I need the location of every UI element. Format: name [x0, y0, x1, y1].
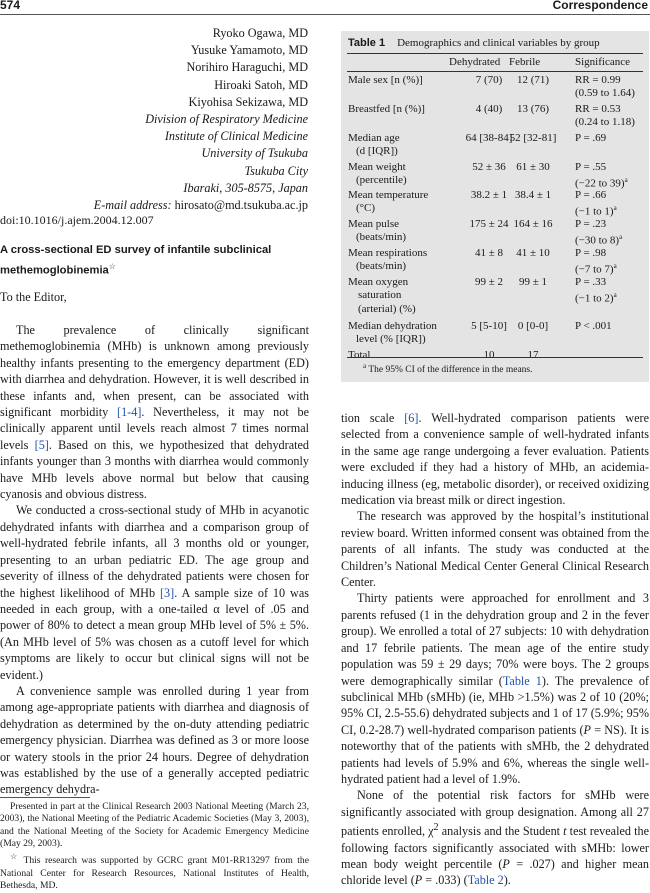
febrile-cell: 61 ± 30: [516, 161, 550, 173]
email-label: E-mail address:: [93, 198, 172, 213]
right-column: [341, 410, 649, 889]
row-label: Mean oxygen saturation (arterial) (%): [348, 276, 416, 315]
dehydrated-cell: 41 ± 8: [474, 247, 504, 259]
significance-cell: P < .001: [575, 320, 612, 332]
table-link[interactable]: Table 2: [467, 873, 504, 888]
significance-cell: P = .69: [575, 132, 607, 144]
table-rule: [347, 357, 643, 358]
table-caption: Table 1 Demographics and clinical variables by group: [348, 37, 600, 49]
significance-cell: RR = 0.53 (0.24 to 1.18): [575, 103, 635, 129]
paragraph: Thirty patients were approached for enrollment and 3 parents refused (1 in the dehydration group and 2 in the fever group). We enrolled a total of 27 subjects: 10 with dehydration and 17 febrile patients. The mean age of the entire study population was 59 ± 29 days; 70% were boys. The 2 groups were demographically similar (Table 1). The prevalence of subclinical MHb (sMHb) (ie, MHb >1.5%) was 2 of 10 (20%; 95% CI, 2.5-55.6) dehydrated subjects and 1 of 17 (5.9%; 95% CI, 0.2-28.7) well-hydrated comparison patients (P = NS). It is noteworthy that of the patients with sMHb, the 2 dehydrated patients had levels of 5.9% and 6%, whereas the single well-hydrated patient had a level of 1.9%.: [341, 591, 649, 786]
salutation: To the Editor,: [0, 290, 67, 304]
febrile-cell: 52 [32-81]: [509, 132, 557, 144]
dehydrated-cell: 175 ± 24: [469, 218, 509, 230]
febrile-cell: 13 (76): [516, 103, 550, 115]
row-label: Breastfed [n (%)]: [348, 103, 425, 115]
row-label: Mean weight (percentile): [348, 161, 407, 187]
page-number: 574: [0, 0, 21, 12]
significance-cell: P = .66 (−1 to 1)$^a$: [575, 189, 617, 218]
table-footnote-mark: a: [363, 362, 367, 370]
significance-cell: P = .55 (−22 to 39)$^a$: [575, 161, 628, 190]
article-title: [0, 243, 310, 279]
dehydrated-cell: 52 ± 36: [472, 161, 506, 173]
table-1: [341, 31, 649, 382]
column-header: Febrile: [509, 56, 541, 68]
row-label: Total: [348, 349, 371, 361]
significance-cell: P = .33 (−1 to 2)$^a$: [575, 276, 617, 305]
citation-link[interactable]: [6]: [404, 411, 419, 425]
email-address[interactable]: hirosato@md.tsukuba.ac.jp: [174, 198, 308, 213]
author-name: Hiroaki Satoh, MD: [214, 77, 308, 92]
table-label: Table 1: [348, 37, 386, 49]
footnote-divider: [0, 797, 90, 798]
citation-link[interactable]: [5]: [34, 437, 49, 452]
title-text: A cross-sectional ED survey of infantile subclinical methemoglobinemia: [0, 244, 272, 277]
row-label: Median age (d [IQR]): [348, 132, 400, 158]
affiliation-line: University of Tsukuba: [201, 146, 308, 161]
paragraph: tion scale [6]. Well-hydrated comparison patients were selected from a convenience sample of well-hydrated infants in the same age range undergoing a fever evaluation. Patients were excluded if they had a history of MHb, an acidemia-inducing illness (eg, metabolic disorder), or received oxidizing medication via breast milk or direct ingestion.: [341, 411, 649, 508]
author-name: Kiyohisa Sekizawa, MD: [188, 94, 308, 109]
doi: doi:10.1016/j.ajem.2004.12.007: [0, 213, 154, 227]
dehydrated-cell: 38.2 ± 1: [470, 189, 508, 201]
febrile-cell: 164 ± 16: [513, 218, 553, 230]
author-name: Ryoko Ogawa, MD: [212, 26, 308, 40]
email-line: [0, 197, 308, 214]
title-footnote-mark: ☆: [108, 261, 116, 271]
dehydrated-cell: 4 (40): [475, 103, 503, 115]
paragraph: We conducted a cross-sectional study of MHb in acyanotic dehydrated infants with diarrhea and a comparison group of well-hydrated febrile infants, all 3 months old or younger, presenting to an urban pediatric ED. The age group and severity of illness of the dehydrated patients were chosen for the highest likelihood of MHb [3]. A sample size of 10 was needed in each group, with a one-tailed α level of .05 and power of 80% to detect a mean group MHb level of 5% ± 5%. (An MHb level of 5% was chosen as a cutoff level for which symptoms are likely to occur but clinical signs will not be evident.): [0, 503, 309, 682]
citation-link[interactable]: [1-4]: [117, 405, 142, 420]
significance-cell: RR = 0.99 (0.59 to 1.64): [575, 74, 635, 100]
column-header: Dehydrated: [449, 56, 501, 68]
footnote-mark: ☆: [10, 852, 20, 862]
affiliation-line: Tsukuba City: [244, 163, 308, 178]
left-column: [0, 322, 309, 798]
affiliation-line: Ibaraki, 305-8575, Japan: [183, 180, 308, 195]
author-block: [0, 25, 308, 214]
table-rule: [347, 71, 643, 72]
running-header: [0, 0, 650, 15]
febrile-cell: 12 (71): [516, 74, 550, 86]
table-rule: [347, 53, 643, 54]
author-name: Yusuke Yamamoto, MD: [190, 43, 308, 58]
dehydrated-cell: 5 [5-10]: [471, 320, 507, 332]
febrile-cell: 41 ± 10: [516, 247, 550, 259]
febrile-cell: 38.4 ± 1: [514, 189, 552, 201]
citation-link[interactable]: [3]: [160, 585, 175, 600]
significance-cell: P = .23 (−30 to 8)$^a$: [575, 218, 623, 247]
column-header: Significance: [575, 56, 630, 68]
row-label: Male sex [n (%)]: [348, 74, 423, 86]
row-label: Median dehydration level (% [IQR]): [348, 320, 437, 346]
febrile-cell: 0 [0-0]: [517, 320, 549, 332]
dehydrated-cell: 10: [483, 349, 495, 361]
row-label: Mean pulse (beats/min): [348, 218, 407, 244]
affiliation-line: Institute of Clinical Medicine: [164, 129, 308, 144]
row-label: Mean respirations (beats/min): [348, 247, 428, 273]
dehydrated-cell: 99 ± 2: [474, 276, 504, 288]
section-name: Correspondence: [552, 0, 648, 12]
significance-cell: P = .98 (−7 to 7)$^a$: [575, 247, 617, 276]
paragraph: A convenience sample was enrolled during 1 year from among age-appropriate patients with diarrhea and diagnosis of dehydration as determined by the on-duty attending pediatric emergency physician. Diarrhea was defined as 3 or more loose or watery stools in the prior 24 hours. Degree of dehydration was established by the use of a generally accepted pediatric emergency dehydra-: [0, 683, 309, 797]
table-footnote: $^a$ The 95% CI of the difference in the means.: [363, 362, 533, 376]
author-name: Norihiro Haraguchi, MD: [186, 60, 308, 75]
row-label: Mean temperature (°C): [348, 189, 429, 215]
febrile-cell: 99 ± 1: [518, 276, 548, 288]
dehydrated-cell: 64 [38-84]: [465, 132, 513, 144]
dehydrated-cell: 7 (70): [475, 74, 503, 86]
footnote: ☆ This research was supported by GCRC grant M01-RR13297 from the National Center for Research Resources, National Institutes of Health, Bethesda, MD.: [0, 852, 309, 891]
table-link[interactable]: Table 1: [502, 673, 542, 688]
febrile-cell: 17: [527, 349, 539, 361]
footnotes: [0, 801, 309, 893]
affiliation-line: Division of Respiratory Medicine: [145, 112, 308, 127]
paragraph: The research was approved by the hospital’s institutional review board. Written informed consent was obtained from the parents of all infants. The study was conducted at the Children’s National Medical Center General Clinical Research Center.: [341, 509, 649, 590]
paragraph: The prevalence of clinically significant methemoglobinemia (MHb) is unknown among previously healthy infants presenting to the emergency department (ED) with diarrhea and dehydration. However, it is well described in these infants and, when present, can be associated with significant morbidity [1-4]. Nevertheless, it may not be clinically apparent until levels reach almost 7 times normal levels [5]. Based on this, we hypothesized that dehydrated infants younger than 3 months with diarrhea would commonly have MHb levels above normal but below that causing cyanosis and obvious distress.: [0, 323, 310, 502]
footnote: Presented in part at the Clinical Research 2003 National Meeting (March 23, 2003), the National Meeting of the Pediatric Academic Societies (May 3, 2003), and the National Meeting of the Society for Academic Emergency Medicine (May 29, 2003).: [0, 801, 309, 849]
paragraph: None of the potential risk factors for sMHb were significantly associated with group designation. Among all 27 patients enrolled, $\chi^2$ analysis and the Student t test revealed the following factors significantly associated with sMHb: lower mean body weight percentile (P = .027) and higher mean chloride level (P = .033) (Table 2).: [341, 788, 649, 888]
